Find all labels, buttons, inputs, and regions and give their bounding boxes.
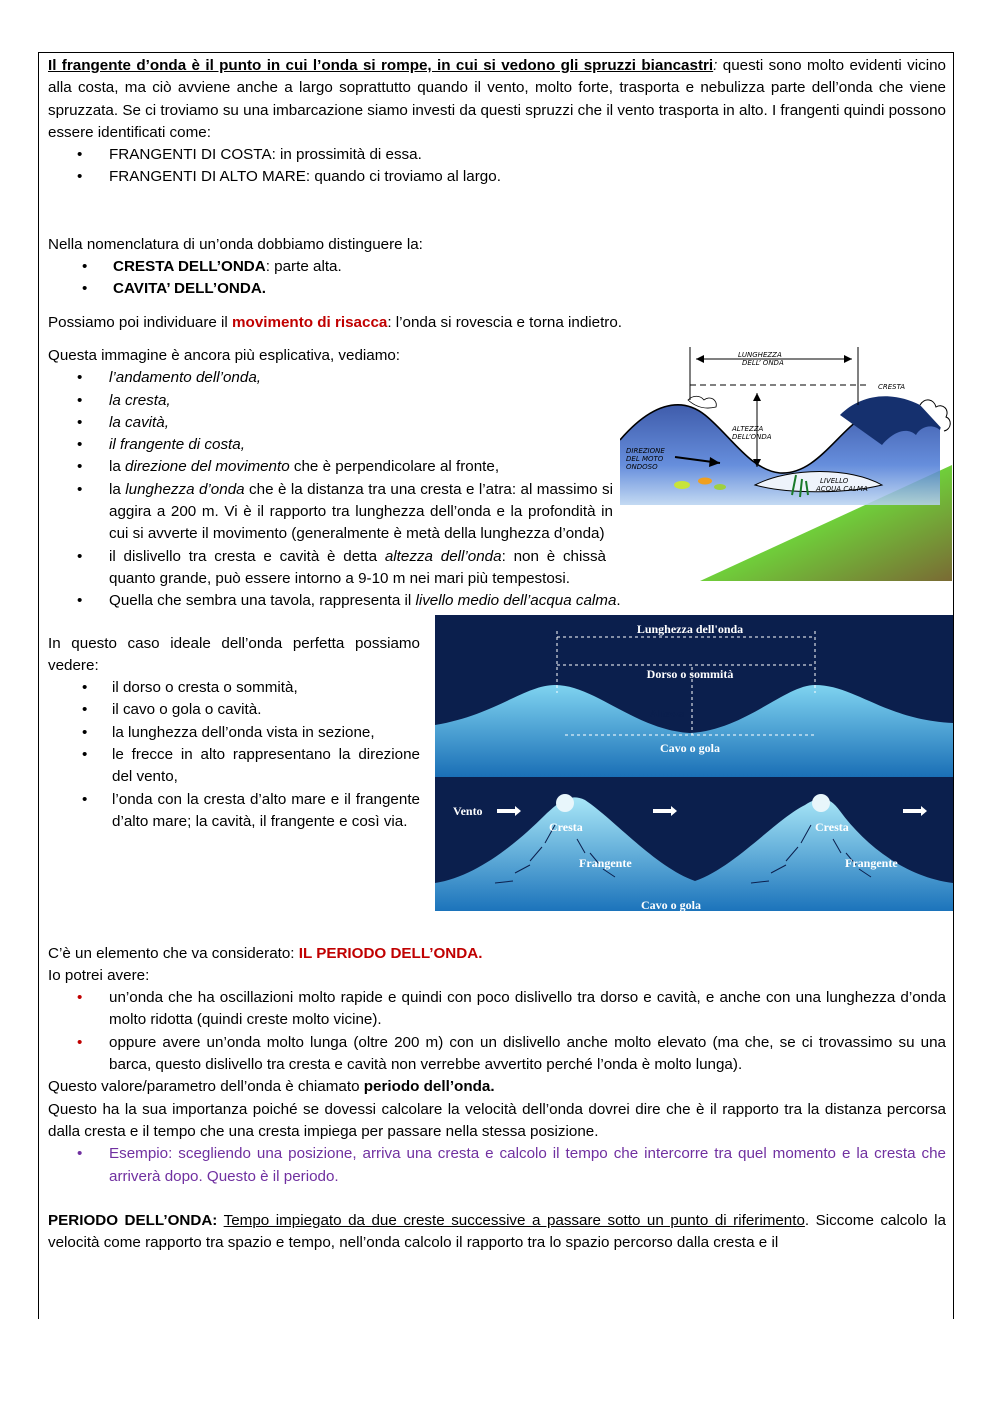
risacca-term: movimento di risacca xyxy=(232,313,388,331)
ideal-list xyxy=(48,677,420,833)
risacca-after: : l’onda si rovescia e torna indietro. xyxy=(387,313,623,331)
breaker-foam-2 xyxy=(812,794,830,812)
item-em: direzione del movimento xyxy=(125,458,290,476)
list-item xyxy=(48,590,946,612)
intro-heading: Il frangente d’onda è il punto in cui l’onda si rompe, in cui si vedono gli spruzzi biancastri xyxy=(48,57,714,74)
param-bold: periodo dell’onda. xyxy=(363,1078,495,1096)
label-dorso: Dorso o sommità xyxy=(646,666,734,681)
label-lunghezza-onda: Lunghezza dell'onda xyxy=(636,621,744,636)
term-desc: : parte alta. xyxy=(265,258,342,276)
list-item: • l’onda con la cresta d’alto mare e il frangente d’alto mare; la cavità, il frangente e così via. xyxy=(48,789,420,834)
definition-underlined: Tempo impiegato da due creste successive a passare sotto un punto di riferimento xyxy=(223,1211,805,1229)
label-vento: Vento xyxy=(453,803,483,818)
label-direzione-2: DEL MOTO xyxy=(626,454,664,463)
label-lunghezza-2: DELL’ ONDA xyxy=(742,358,784,367)
label-frangente-1: Frangente xyxy=(579,855,632,870)
page-border xyxy=(38,52,954,1319)
item-text: che è perpendicolare al fronte, xyxy=(289,458,500,476)
nomenclature-intro: Nella nomenclatura di un’onda dobbiamo distinguere la: xyxy=(48,235,423,253)
risacca-paragraph xyxy=(48,312,946,334)
item-text: la xyxy=(109,480,126,498)
item-text: il dislivello tra cresta e cavità è detta xyxy=(109,547,385,565)
nomenclature-list xyxy=(48,256,946,301)
ideal-intro: In questo caso ideale dell’onda perfetta possiamo vedere: xyxy=(48,634,420,674)
fish-icon xyxy=(698,477,712,484)
list-item xyxy=(48,434,613,456)
ideal-wave-diagram xyxy=(435,615,953,911)
sketch-explanation-list xyxy=(48,367,613,545)
list-item xyxy=(48,256,946,278)
list-item xyxy=(48,456,613,478)
definition-term: PERIODO DELL’ONDA: xyxy=(48,1211,218,1229)
item-text: Quella che sembra una tavola, rappresenta il xyxy=(109,592,416,610)
period-velocity: Questo ha la sua importanza poiché se dovessi calcolare la velocità dell’onda dovrei dire che è il rapporto tra la distanza percorsa dalla cresta e il tempo che una cresta impiega per passare nella stessa posizione. xyxy=(48,1100,946,1140)
period-line2: Io potrei avere: xyxy=(48,966,150,984)
label-altezza-2: DELL’ONDA xyxy=(732,432,772,441)
list-item xyxy=(48,479,613,546)
label-frangente-2: Frangente xyxy=(845,855,898,870)
label-cresta-2: Cresta xyxy=(815,819,849,834)
list-item: • oppure avere un’onda molto lunga (oltre 200 m) con un dislivello anche molto elevato (ma che, se ci trovassimo su una barca, questo dislivello tra cresta e cavità non verrebbe avvertito perché l’onda è molto lunga). xyxy=(48,1032,946,1077)
definition-rest: . Siccome calcolo la velocità come rapporto tra spazio e tempo, nell’onda calcolo il rapporto tra lo spazio percorso dalla cresta e il xyxy=(48,1211,947,1252)
list-item: • il cavo o gola o cavità. xyxy=(48,699,420,721)
label-lunghezza: LUNGHEZZA xyxy=(738,350,782,359)
ideal-wave-section xyxy=(48,621,946,925)
label-direzione-3: ONDOSO xyxy=(626,462,658,471)
left-foam xyxy=(688,396,716,408)
period-intro xyxy=(48,943,946,965)
document-body xyxy=(48,55,946,1254)
label-livello: LIVELLO xyxy=(820,476,849,485)
label-cresta-1: Cresta xyxy=(549,819,583,834)
item-text: la cresta, xyxy=(109,391,171,409)
period-title: IL PERIODO DELL’ONDA. xyxy=(298,944,483,962)
period-intro-text: C’è un elemento che va considerato: xyxy=(48,944,299,962)
ideal-wave-text xyxy=(48,633,420,834)
list-item xyxy=(48,367,613,389)
intro-text: questi sono molto evidenti vicino alla costa, ma ciò avviene anche a largo soprattutto quando il vento, molto forte, trasporta e nebulizza parte dell’onda che viene spruzzata. Se ci troviamo su una imbarcazione siamo investi da questi spruzzi che il vento trasporta in alto. I frangenti quindi possono essere identificati come: xyxy=(48,57,947,141)
intro-colon: : xyxy=(713,57,718,74)
risacca-before: Possiamo poi individuare il xyxy=(48,313,233,331)
item-text: che è la distanza tra una cresta e l’atra: al massimo si aggira a 200 m. Vi è il rapporto tra lunghezza dell’onda e la profondità in cui si avverte il movimento (generalmente è metà della lunghezza d’onda) xyxy=(109,480,613,543)
list-item xyxy=(48,412,613,434)
list-item: • Esempio: scegliendo una posizione, arriva una cresta e calcolo il tempo che intercorre tra quel momento e la cresta che arriverà dopo. Questo è il periodo. xyxy=(48,1143,946,1188)
label-livello-2: ACQUA CALMA xyxy=(816,484,868,493)
item-em: lunghezza d’onda xyxy=(125,480,245,498)
wave-sketch-illustration xyxy=(620,345,952,581)
image-intro: Questa immagine è ancora più esplicativa, vediamo: xyxy=(48,346,401,364)
label-direzione: DIREZIONE xyxy=(626,446,665,455)
item-text: l’andamento dell’onda, xyxy=(109,369,261,387)
list-item: • le frecce in alto rappresentano la direzione del vento, xyxy=(48,744,420,789)
label-cresta: CRESTA xyxy=(878,382,906,391)
intro-paragraph xyxy=(48,55,946,144)
list-item: • un’onda che ha oscillazioni molto rapide e quindi con poco dislivello tra dorso e cavità, e anche con una lunghezza d’onda molto ridotta (quindi creste molto vicine). xyxy=(48,987,946,1032)
list-item xyxy=(48,278,946,300)
list-item: • il dorso o cresta o sommità, xyxy=(48,677,420,699)
item-text: : non è chissà quanto grande, può essere intorno a 9-10 m nei mari più tempestosi. xyxy=(109,547,606,587)
list-item: • FRANGENTI DI COSTA: in prossimità di essa. xyxy=(48,144,946,166)
period-param xyxy=(48,1076,946,1098)
item-text: la cavità, xyxy=(109,413,169,431)
item-text: il frangente di costa, xyxy=(109,436,245,454)
item-text: la xyxy=(109,458,126,476)
fish-icon xyxy=(674,481,690,489)
example-list xyxy=(48,1143,946,1188)
fish-icon xyxy=(714,484,726,490)
label-cavo-top: Cavo o gola xyxy=(660,740,720,755)
term-cavita: CAVITA’ DELL’ONDA. xyxy=(113,280,267,298)
item-em: altezza dell’onda xyxy=(384,547,502,565)
item-em: livello medio dell’acqua calma xyxy=(415,592,617,610)
period-definition xyxy=(48,1210,946,1255)
breaker-types-list xyxy=(48,144,946,189)
period-cases-list xyxy=(48,987,946,1076)
list-item: • la lunghezza dell’onda vista in sezione, xyxy=(48,722,420,744)
label-cavo-bottom: Cavo o gola xyxy=(641,897,701,911)
list-item xyxy=(48,390,613,412)
param-text: Questo valore/parametro dell’onda è chiamato xyxy=(48,1078,364,1096)
sketch-section xyxy=(48,345,946,613)
breaker-foam-1 xyxy=(556,794,574,812)
label-altezza: ALTEZZA xyxy=(732,424,764,433)
label-altezza: Altezza xyxy=(649,707,685,720)
term-cresta: CRESTA DELL’ONDA xyxy=(113,258,266,276)
list-item: • FRANGENTI DI ALTO MARE: quando ci troviamo al largo. xyxy=(48,166,946,188)
item-text: . xyxy=(616,592,621,610)
